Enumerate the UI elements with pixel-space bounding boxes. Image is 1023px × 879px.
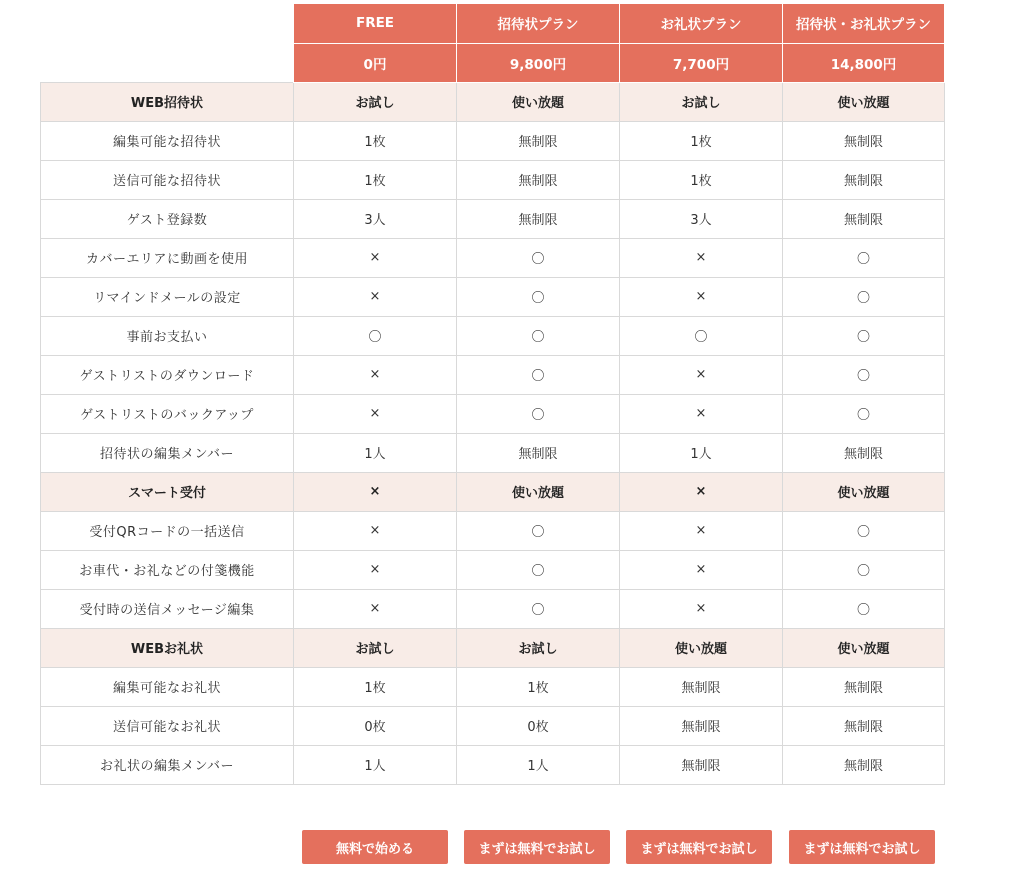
feature-label: 招待状の編集メンバー — [41, 433, 294, 472]
feature-value-combined: 無制限 — [783, 433, 945, 472]
feature-row — [41, 706, 945, 745]
feature-value-invitation: 〇 — [457, 355, 620, 394]
section-value-thankyou: お試し — [620, 82, 783, 121]
feature-value-thankyou: × — [620, 511, 783, 550]
feature-label: 受付QRコードの一括送信 — [41, 511, 294, 550]
feature-value-thankyou: × — [620, 355, 783, 394]
feature-label: ゲストリストのバックアップ — [41, 394, 294, 433]
feature-value-free: × — [294, 355, 457, 394]
feature-value-free: 1枚 — [294, 160, 457, 199]
feature-value-thankyou: 1枚 — [620, 121, 783, 160]
feature-label: お礼状の編集メンバー — [41, 745, 294, 784]
feature-value-free: 1人 — [294, 433, 457, 472]
feature-value-combined: 〇 — [783, 394, 945, 433]
feature-value-combined: 無制限 — [783, 121, 945, 160]
feature-label: ゲスト登録数 — [41, 199, 294, 238]
feature-value-combined: 無制限 — [783, 199, 945, 238]
feature-value-invitation: 〇 — [457, 277, 620, 316]
feature-value-free: × — [294, 511, 457, 550]
feature-value-free: 1枚 — [294, 121, 457, 160]
feature-value-thankyou: × — [620, 277, 783, 316]
feature-row — [41, 745, 945, 784]
plan-price-row — [41, 43, 945, 82]
feature-value-invitation: 1枚 — [457, 667, 620, 706]
feature-value-free: 1人 — [294, 745, 457, 784]
feature-row — [41, 160, 945, 199]
plan-comparison-table — [40, 4, 945, 785]
plan-price-thankyou: 7,700円 — [620, 43, 783, 82]
feature-row — [41, 589, 945, 628]
feature-value-invitation: 〇 — [457, 316, 620, 355]
try-combined-plan-button[interactable]: まずは無料でお試し — [789, 830, 935, 864]
try-invitation-plan-button[interactable]: まずは無料でお試し — [464, 830, 610, 864]
feature-value-combined: 〇 — [783, 355, 945, 394]
section-value-combined: 使い放題 — [783, 628, 945, 667]
plan-name-invitation: 招待状プラン — [457, 4, 620, 43]
plan-name-free: FREE — [294, 4, 457, 43]
feature-value-combined: 〇 — [783, 238, 945, 277]
feature-label: 送信可能な招待状 — [41, 160, 294, 199]
feature-value-free: 0枚 — [294, 706, 457, 745]
plan-name-combined: 招待状・お礼状プラン — [783, 4, 945, 43]
feature-value-thankyou: 1枚 — [620, 160, 783, 199]
header-blank-cell — [41, 4, 294, 43]
section-value-free: お試し — [294, 628, 457, 667]
section-row — [41, 472, 945, 511]
feature-value-thankyou: × — [620, 238, 783, 277]
feature-row — [41, 238, 945, 277]
feature-row — [41, 121, 945, 160]
section-row — [41, 82, 945, 121]
feature-value-thankyou: × — [620, 589, 783, 628]
feature-value-invitation: 無制限 — [457, 121, 620, 160]
section-value-free: お試し — [294, 82, 457, 121]
feature-value-combined: 〇 — [783, 277, 945, 316]
feature-value-combined: 無制限 — [783, 667, 945, 706]
feature-value-invitation: 〇 — [457, 511, 620, 550]
feature-value-invitation: 無制限 — [457, 199, 620, 238]
feature-value-invitation: 〇 — [457, 589, 620, 628]
feature-row — [41, 550, 945, 589]
feature-value-thankyou: 無制限 — [620, 745, 783, 784]
start-free-button[interactable]: 無料で始める — [302, 830, 448, 864]
feature-value-thankyou: 〇 — [620, 316, 783, 355]
feature-value-combined: 〇 — [783, 511, 945, 550]
feature-value-combined: 〇 — [783, 589, 945, 628]
feature-value-combined: 無制限 — [783, 160, 945, 199]
feature-label: カバーエリアに動画を使用 — [41, 238, 294, 277]
feature-row — [41, 667, 945, 706]
feature-value-thankyou: 無制限 — [620, 667, 783, 706]
feature-value-free: 〇 — [294, 316, 457, 355]
section-value-invitation: 使い放題 — [457, 82, 620, 121]
section-value-invitation: 使い放題 — [457, 472, 620, 511]
plan-name-row — [41, 4, 945, 43]
feature-value-combined: 〇 — [783, 316, 945, 355]
feature-label: 編集可能なお礼状 — [41, 667, 294, 706]
feature-value-invitation: 0枚 — [457, 706, 620, 745]
feature-row — [41, 277, 945, 316]
feature-value-free: 3人 — [294, 199, 457, 238]
section-row — [41, 628, 945, 667]
try-thankyou-plan-button[interactable]: まずは無料でお試し — [626, 830, 772, 864]
feature-value-invitation: 1人 — [457, 745, 620, 784]
feature-value-combined: 無制限 — [783, 745, 945, 784]
feature-value-combined: 無制限 — [783, 706, 945, 745]
plan-price-invitation: 9,800円 — [457, 43, 620, 82]
feature-label: 編集可能な招待状 — [41, 121, 294, 160]
section-title: スマート受付 — [41, 472, 294, 511]
section-title: WEB招待状 — [41, 82, 294, 121]
feature-row — [41, 433, 945, 472]
feature-value-thankyou: 無制限 — [620, 706, 783, 745]
feature-label: ゲストリストのダウンロード — [41, 355, 294, 394]
cta-button-row — [0, 830, 1023, 864]
feature-value-free: × — [294, 550, 457, 589]
feature-row — [41, 355, 945, 394]
feature-value-free: × — [294, 277, 457, 316]
feature-value-free: 1枚 — [294, 667, 457, 706]
section-value-combined: 使い放題 — [783, 82, 945, 121]
feature-label: お車代・お礼などの付箋機能 — [41, 550, 294, 589]
feature-label: リマインドメールの設定 — [41, 277, 294, 316]
feature-label: 送信可能なお礼状 — [41, 706, 294, 745]
feature-value-invitation: 〇 — [457, 550, 620, 589]
feature-value-invitation: 無制限 — [457, 433, 620, 472]
feature-value-thankyou: × — [620, 550, 783, 589]
feature-label: 事前お支払い — [41, 316, 294, 355]
comparison-body — [41, 82, 945, 784]
section-value-free: × — [294, 472, 457, 511]
feature-row — [41, 199, 945, 238]
plan-name-thankyou: お礼状プラン — [620, 4, 783, 43]
section-value-invitation: お試し — [457, 628, 620, 667]
section-value-combined: 使い放題 — [783, 472, 945, 511]
header-blank-cell — [41, 43, 294, 82]
feature-value-invitation: 〇 — [457, 394, 620, 433]
feature-value-free: × — [294, 238, 457, 277]
feature-value-thankyou: 1人 — [620, 433, 783, 472]
feature-row — [41, 394, 945, 433]
feature-value-thankyou: × — [620, 394, 783, 433]
feature-value-free: × — [294, 394, 457, 433]
section-title: WEBお礼状 — [41, 628, 294, 667]
plan-price-free: 0円 — [294, 43, 457, 82]
section-value-thankyou: 使い放題 — [620, 628, 783, 667]
feature-label: 受付時の送信メッセージ編集 — [41, 589, 294, 628]
plan-price-combined: 14,800円 — [783, 43, 945, 82]
section-value-thankyou: × — [620, 472, 783, 511]
feature-value-invitation: 無制限 — [457, 160, 620, 199]
feature-row — [41, 316, 945, 355]
feature-value-combined: 〇 — [783, 550, 945, 589]
feature-value-invitation: 〇 — [457, 238, 620, 277]
feature-value-thankyou: 3人 — [620, 199, 783, 238]
feature-value-free: × — [294, 589, 457, 628]
feature-row — [41, 511, 945, 550]
